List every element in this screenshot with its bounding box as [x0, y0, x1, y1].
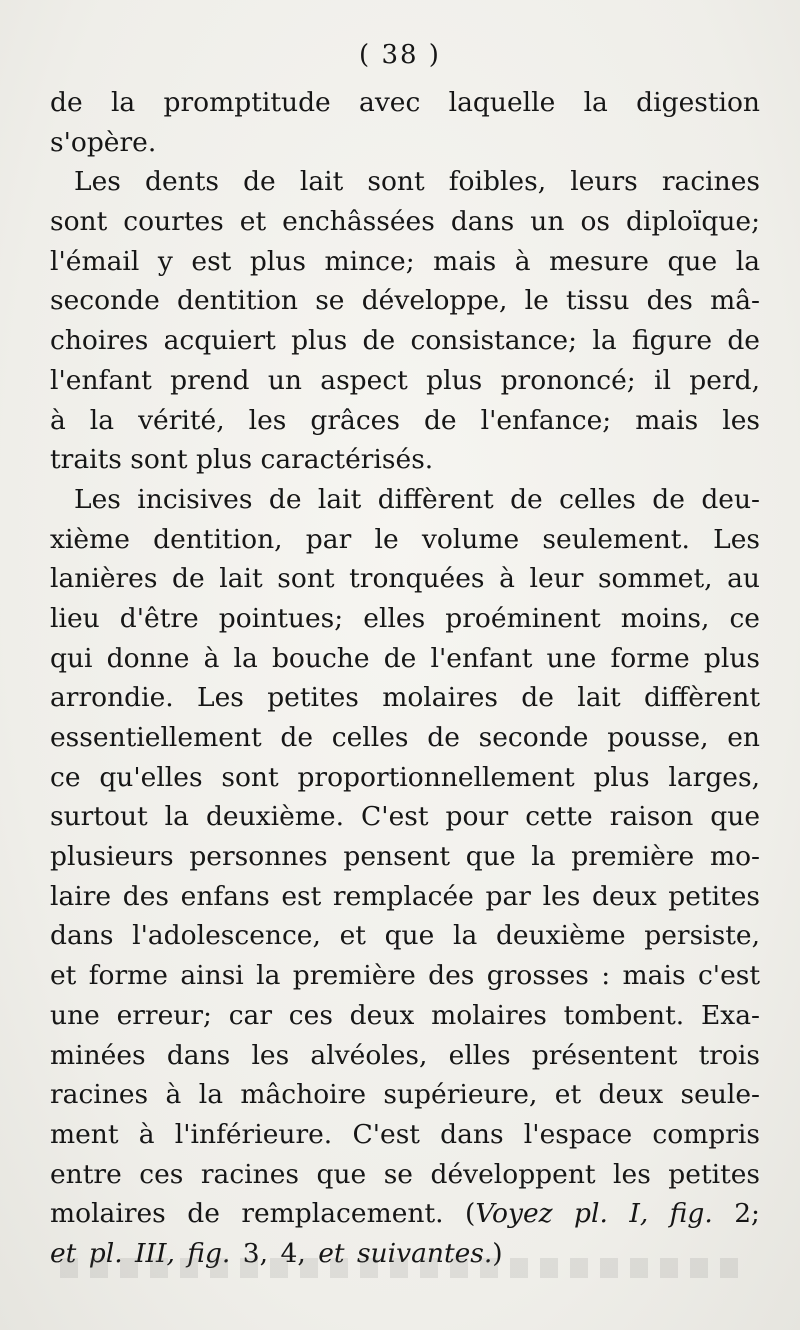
page-number: ( 38 ): [359, 40, 441, 70]
text-line: ment à l'inférieure. C'est dans l'espace compris: [50, 1118, 760, 1150]
text-line: traits sont plus caractérisés.: [50, 444, 434, 476]
text-line: sont courtes et enchâssées dans un os diploïque;: [50, 206, 760, 238]
text-line: arrondie. Les petites molaires de lait diffèrent: [50, 682, 760, 714]
bleed-through-text: [60, 1258, 750, 1278]
text-line: une erreur; car ces deux molaires tombent. Exa-: [50, 999, 760, 1031]
text-line: ce qu'elles sont proportionnellement plus larges,: [50, 761, 760, 793]
text-line: xième dentition, par le volume seulement. Les: [50, 523, 760, 555]
text-line: racines à la mâchoire supérieure, et deux seule-: [50, 1079, 760, 1111]
text-line: entre ces racines que se développent les petites: [50, 1158, 760, 1190]
figure-reference: et pl. III, fig.: [50, 1237, 231, 1269]
text-line: s'opère.: [50, 126, 157, 158]
text-line: plusieurs personnes pensent que la première mo-: [50, 841, 760, 873]
text-line-with-reference: [50, 1194, 760, 1234]
paragraph-start-line: Les incisives de lait diffèrent de celles de deu-: [74, 483, 760, 515]
figure-number: 2;: [712, 1198, 760, 1230]
text-line: lanières de lait sont tronquées à leur sommet, au: [50, 563, 760, 595]
text-line: dans l'adolescence, et que la deuxième persiste,: [50, 920, 760, 952]
text-line: laire des enfans est remplacée par les deux petites: [50, 880, 760, 912]
text-line: essentiellement de celles de seconde pousse, en: [50, 722, 760, 753]
text-line: qui donne à la bouche de l'enfant une forme plus: [50, 642, 760, 674]
figure-reference-continued: et suivantes.: [318, 1237, 493, 1269]
body-text: [50, 83, 760, 1274]
figure-numbers: 3, 4,: [230, 1237, 319, 1269]
paragraph-start-line: Les dents de lait sont foibles, leurs racines: [74, 166, 760, 198]
text-line: l'enfant prend un aspect plus prononcé; il perd,: [50, 364, 760, 396]
figure-reference: Voyez pl. I, fig.: [475, 1198, 713, 1230]
text-line: l'émail y est plus mince; mais à mesure que la: [50, 245, 760, 277]
text-line: et forme ainsi la première des grosses : mais c'est: [50, 960, 760, 992]
text-line: à la vérité, les grâces de l'enfance; mais les: [50, 404, 760, 436]
text-line: lieu d'être pointues; elles proéminent moins, ce: [50, 602, 760, 634]
closing-parenthesis: ): [492, 1237, 503, 1269]
text-line: surtout la deuxième. C'est pour cette raison que: [50, 801, 760, 833]
text-line: seconde dentition se développe, le tissu des mâ-: [50, 285, 760, 317]
text-fragment: molaires de remplacement. (: [50, 1198, 476, 1230]
text-line: choires acquiert plus de consistance; la figure de: [50, 325, 760, 357]
text-line: de la promptitude avec laquelle la digestion: [50, 87, 760, 118]
text-line: minées dans les alvéoles, elles présentent trois: [50, 1039, 760, 1071]
